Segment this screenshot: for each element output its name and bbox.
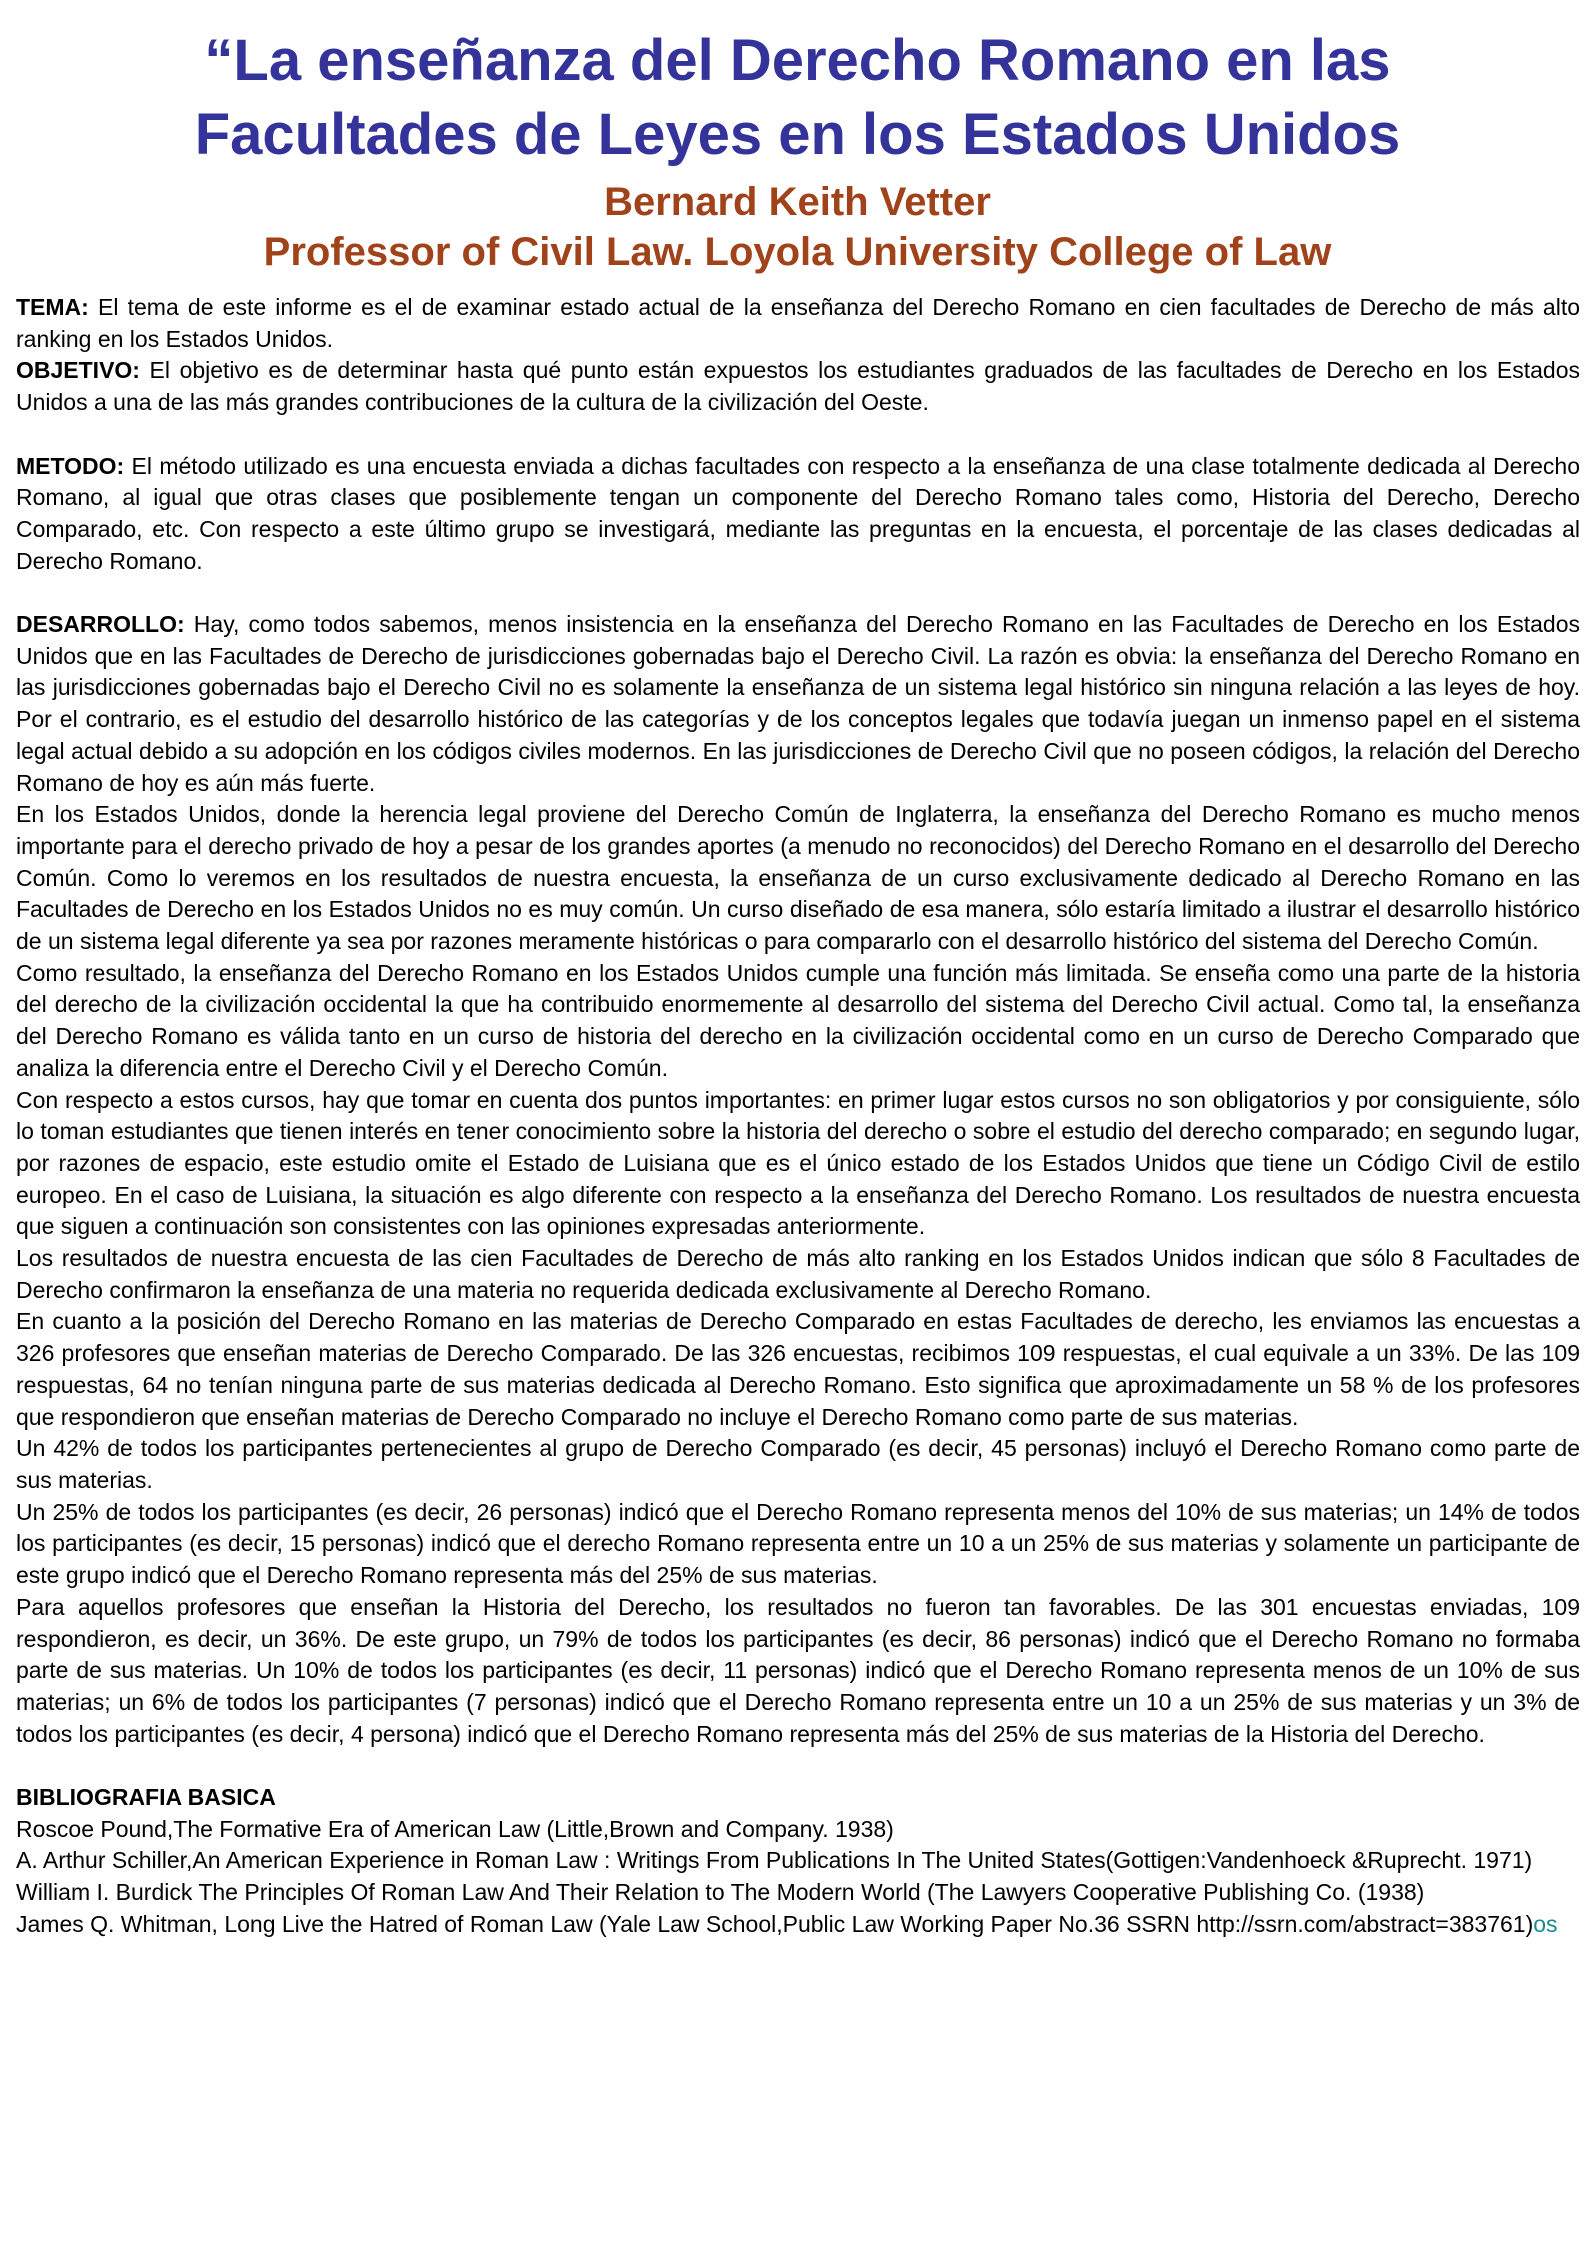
metodo-paragraph [16, 451, 1580, 578]
metodo-text: El método utilizado es una encuesta enviada a dichas facultades con respecto a la enseñanza de una clase totalmente dedicada al Derecho Romano, al igual que otras clases que posiblemente tengan un componente del Derecho Romano tales como, Historia del Derecho, Derecho Comparado, etc. Con respecto a este último grupo se investigará, mediante las preguntas en la encuesta, el porcentaje de las clases dedicadas al Derecho Romano. [16, 452, 1580, 574]
desarrollo-text: Hay, como todos sabemos, menos insistencia en la enseñanza del Derecho Romano en las Facultades de Derecho en los Estados Unidos que en las Facultades de Derecho de jurisdicciones gobernadas bajo el Derecho Civil. La razón es obvia: la enseñanza del Derecho Romano en las jurisdicciones gobernadas bajo el Derecho Civil no es solamente la enseñanza de un sistema legal histórico sin ninguna relación a las leyes de hoy. Por el contrario, es el estudio del desarrollo histórico de las categorías y de los conceptos legales que todavía juegan un inmenso papel en el sistema legal actual debido a su adopción en los códigos civiles modernos. En las jurisdicciones de Derecho Civil que no poseen códigos, la relación del Derecho Romano de hoy es aún más fuerte. [16, 611, 1580, 796]
bibliography-heading: BIBLIOGRAFIA BASICA [16, 1784, 276, 1810]
spacer [16, 419, 1580, 451]
desarrollo-paragraph [16, 609, 1580, 799]
metodo-label: METODO: [16, 452, 125, 479]
tema-paragraph [16, 292, 1580, 355]
body-paragraph: En cuanto a la posición del Derecho Romano en las materias de Derecho Comparado en estas Facultades de derecho, les enviamos las encuestas a 326 profesores que enseñan materias de Derecho Comparado. De las 326 encuestas, recibimos 109 respuestas, el cual equivale a un 33%. De las 109 respuestas, 64 no tenían ninguna parte de sus materias dedicada al Derecho Romano. Esto significa que aproximadamente un 58 % de los profesores que respondieron que enseñan materias de Derecho Comparado no incluye el Derecho Romano como parte de sus materias. [16, 1308, 1580, 1430]
objetivo-label: OBJETIVO: [16, 357, 140, 384]
bibliography-entry-text: James Q. Whitman, Long Live the Hatred of Roman Law (Yale Law School,Public Law Working Paper No.36 SSRN http://ssrn.com/abstract=383761) [16, 1910, 1534, 1937]
spacer [16, 577, 1580, 609]
bibliography-entry-last [16, 1909, 1580, 1941]
body-paragraph: Los resultados de nuestra encuesta de las cien Facultades de Derecho de más alto ranking en los Estados Unidos indican que sólo 8 Facultades de Derecho confirmaron la enseñanza de una materia no requerida dedicada exclusivamente al Derecho Romano. [16, 1245, 1580, 1303]
body-paragraph: Un 25% de todos los participantes (es decir, 26 personas) indicó que el Derecho Romano representa menos del 10% de sus materias; un 14% de todos los participantes (es decir, 15 personas) indicó que el derecho Romano representa entre un 10 a un 25% de sus materias y solamente un participante de este grupo indicó que el Derecho Romano representa más del 25% de sus materias. [16, 1498, 1580, 1589]
title-line-2: Facultades de Leyes en los Estados Unidos [194, 102, 1401, 167]
desarrollo-label: DESARROLLO: [16, 611, 185, 637]
body-paragraph: En los Estados Unidos, donde la herencia legal proviene del Derecho Común de Inglaterra, la enseñanza del Derecho Romano es mucho menos importante para el derecho privado de hoy a pesar de los grandes aportes (a menudo no reconocidos) del Derecho Romano en el desarrollo del Derecho Común. Como lo veremos en los resultados de nuestra encuesta, la enseñanza de un curso exclusivamente dedicado al Derecho Romano en las Facultades de Derecho en los Estados Unidos no es muy común. Un curso diseñado de esa manera, sólo estaría limitado a ilustrar el desarrollo histórico de un sistema legal diferente ya sea por razones meramente históricas o para compararlo con el desarrollo histórico del sistema del Derecho Común. [16, 801, 1580, 955]
bibliography-link-suffix: os [1533, 1910, 1558, 1937]
title-line-1: “La enseñanza del Derecho Romano en las [204, 28, 1391, 93]
spacer [16, 1750, 1580, 1782]
body-paragraph: Con respecto a estos cursos, hay que tomar en cuenta dos puntos importantes: en primer lugar estos cursos no son obligatorios y por consiguiente, sólo lo toman estudiantes que tienen interés en tener conocimiento sobre la historia del derecho o sobre el estudio del derecho comparado; en segundo lugar, por razones de espacio, este estudio omite el Estado de Luisiana que es el único estado de los Estados Unidos que tiene un Código Civil de estilo europeo. En el caso de Luisiana, la situación es algo diferente con respecto a la enseñanza del Derecho Romano. Los resultados de nuestra encuesta que siguen a continuación son consistentes con las opiniones expresadas anteriormente. [16, 1086, 1580, 1240]
bibliography-entry: A. Arthur Schiller,An American Experience in Roman Law : Writings From Publications In The United States(Gottigen:Vandenhoeck &Ruprecht. 1971) [16, 1847, 1533, 1874]
bibliography-entry: Roscoe Pound,The Formative Era of American Law (Little,Brown and Company. 1938) [16, 1815, 894, 1842]
body-paragraph: Como resultado, la enseñanza del Derecho Romano en los Estados Unidos cumple una función más limitada. Se enseña como una parte de la historia del derecho de la civilización occidental la que ha contribuido enormemente al desarrollo del sistema del Derecho Civil actual. Como tal, la enseñanza del Derecho Romano es válida tanto en un curso de historia del derecho en la civilización occidental como en un curso de Derecho Comparado que analiza la diferencia entre el Derecho Civil y el Derecho Común. [16, 959, 1580, 1081]
body-paragraph: Para aquellos profesores que enseñan la Historia del Derecho, los resultados no fueron tan favorables. De las 301 encuestas enviadas, 109 respondieron, es decir, un 36%. De este grupo, un 79% de todos los participantes (es decir, 86 personas) indicó que el Derecho Romano no formaba parte de sus materias. Un 10% de todos los participantes (es decir, 11 personas) indicó que el Derecho Romano representa menos de un 10% de sus materias; un 6% de todos los participantes (7 personas) indicó que el Derecho Romano representa entre un 10 a un 25% de sus materias y un 3% de todos los participantes (es decir, 4 persona) indicó que el Derecho Romano representa más del 25% de sus materias de la Historia del Derecho. [16, 1593, 1580, 1747]
objetivo-text: El objetivo es de determinar hasta qué punto están expuestos los estudiantes graduados de las facultades de Derecho en los Estados Unidos a una de las más grandes contribuciones de la cultura de la civilización del Oeste. [16, 357, 1580, 416]
body-paragraph: Un 42% de todos los participantes pertenecientes al grupo de Derecho Comparado (es decir, 45 personas) incluyó el Derecho Romano como parte de sus materias. [16, 1435, 1580, 1493]
author-affiliation: Professor of Civil Law. Loyola University College of Law [263, 230, 1332, 274]
objetivo-paragraph [16, 355, 1580, 418]
tema-label: TEMA: [16, 294, 89, 320]
poster-body [16, 292, 1580, 1941]
bibliography [16, 1782, 1580, 1941]
tema-text: El tema de este informe es el de examinar estado actual de la enseñanza del Derecho Romano en cien facultades de Derecho de más alto ranking en los Estados Unidos. [16, 294, 1580, 352]
bibliography-entry: William I. Burdick The Principles Of Roman Law And Their Relation to The Modern World (The Lawyers Cooperative Publishing Co. (1938) [16, 1879, 1425, 1906]
author-name: Bernard Keith Vetter [604, 180, 991, 224]
